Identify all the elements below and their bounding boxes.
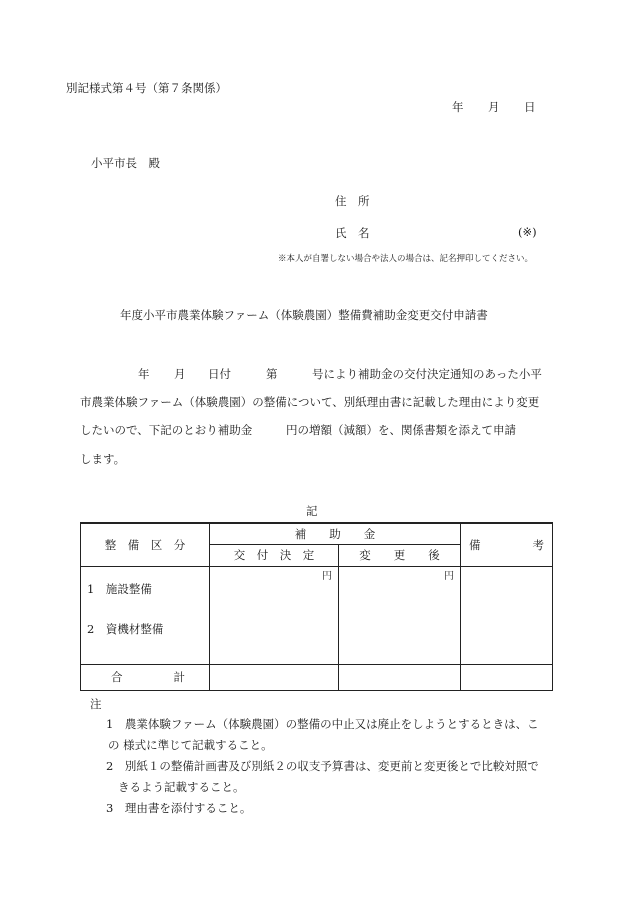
body-line2: 市農業体験ファーム（体験農園）の整備について、別紙理由書に記載した理由により変更 (80, 395, 540, 409)
date-year: 年 (452, 100, 464, 114)
header-category: 整 備 区 分 (81, 523, 210, 566)
name-label: 氏 名 (335, 226, 370, 240)
note-item-2-cont: きるよう記載すること。 (118, 780, 245, 794)
total-label: 合 計 (81, 664, 210, 690)
body-line3-b: 円の増額（減額）を、関係書類を添えて申請 (286, 423, 516, 437)
signature-note: ※本人が自署しない場合や法人の場合は、記名押印してください。 (278, 254, 534, 264)
date-day: 日 (524, 100, 536, 114)
body-line1-no: 第 (266, 367, 278, 381)
header-remarks: 備 考 (461, 523, 553, 566)
body-line1-month: 月 (174, 367, 186, 381)
note-item-2: 2 別紙１の整備計画書及び別紙２の収支予算書は、変更前と変更後とで比較対照で (106, 759, 539, 773)
notes (80, 694, 560, 819)
addressee: 小平市長 殿 (91, 156, 160, 170)
note-item-1-cont: の 様式に準じて記載すること。 (108, 738, 273, 752)
yen-unit: 円 (444, 570, 454, 582)
after-amount-cell[interactable] (339, 566, 461, 664)
remarks-cell[interactable] (461, 566, 553, 664)
date-month: 月 (488, 100, 500, 114)
ki-mark: 記 (306, 504, 318, 518)
header-decision: 交 付 決 定 (210, 544, 339, 566)
total-remarks-cell[interactable] (461, 664, 553, 690)
row-equipment: 2 資機材整備 (87, 621, 164, 636)
category-cell (81, 566, 210, 664)
decision-amount-cell[interactable] (210, 566, 339, 664)
body-line1-rest: 号により補助金の交付決定通知のあった小平 (312, 367, 542, 381)
address-label: 住 所 (335, 194, 370, 208)
yen-unit: 円 (322, 570, 332, 582)
header-after: 変 更 後 (339, 544, 461, 566)
subsidy-table (80, 522, 553, 691)
body-line1-day: 日付 (208, 367, 231, 381)
body-line3-a: したいので、下記のとおり補助金 (80, 423, 253, 437)
total-decision-cell[interactable] (210, 664, 339, 690)
header-subsidy: 補 助 金 (210, 523, 461, 544)
total-after-cell[interactable] (339, 664, 461, 690)
form-number: 別記様式第４号（第７条関係） (66, 81, 227, 95)
row-facility: 1 施設整備 (87, 581, 152, 596)
note-item-3: 3 理由書を添付すること。 (106, 801, 252, 815)
body-line1-year: 年 (138, 367, 150, 381)
document-title: 年度小平市農業体験ファーム（体験農園）整備費補助金変更交付申請書 (120, 308, 488, 322)
note-item-1: 1 農業体験ファーム（体験農園）の整備の中止又は廃止をしようとするときは、こ (106, 717, 539, 731)
body-line4: します。 (80, 452, 126, 466)
notes-heading: 注 (90, 697, 102, 711)
seal-mark: (※) (518, 225, 537, 239)
